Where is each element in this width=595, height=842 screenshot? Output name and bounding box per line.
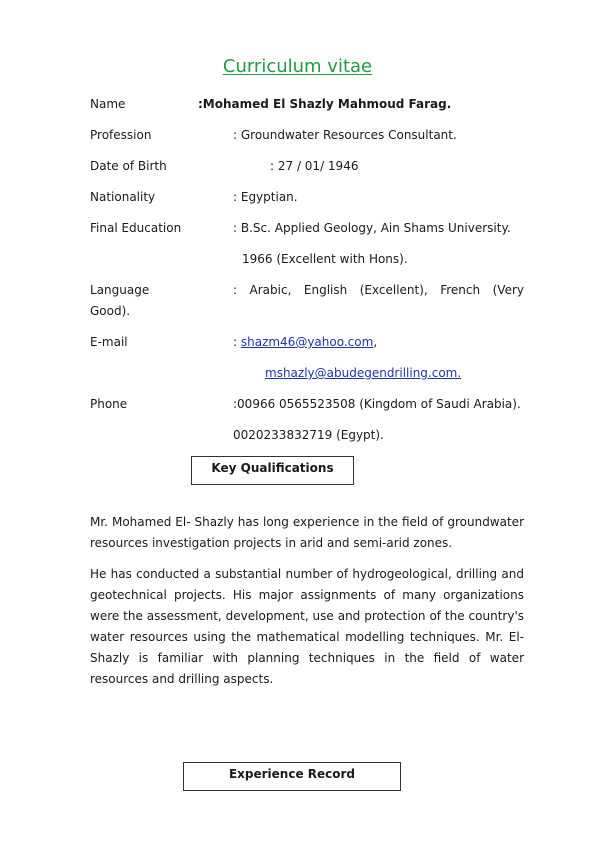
language-value-continued: Good). (90, 304, 131, 318)
email-prefix: : (233, 335, 241, 349)
key-qualifications-heading: Key Qualifications (191, 456, 354, 485)
email-link-abudegen[interactable]: mshazly@abudegendrilling.com. (265, 366, 462, 380)
qualifications-paragraph-1: Mr. Mohamed El- Shazly has long experience in the field of groundwater resources investigation projects in arid and semi-arid zones. (90, 515, 524, 550)
phone-egypt: 0020233832719 (Egypt). (233, 428, 384, 442)
name-label: Name (90, 97, 126, 111)
education-value: : B.Sc. Applied Geology, Ain Shams University. (233, 221, 511, 235)
education-year: 1966 (Excellent with Hons). (242, 252, 408, 266)
dob-label: Date of Birth (90, 159, 167, 173)
qualifications-paragraph-2: He has conducted a substantial number of hydrogeological, drilling and geotechnical projects. His major assignments of many organizations were the assessment, development, use and protection of the country's water resources using the mathematical modelling techniques. Mr. El-Shazly is familiar with planning techniques in the field of water resources and drilling aspects. (90, 567, 524, 686)
language-label: Language (90, 283, 150, 297)
education-label: Final Education (90, 221, 182, 235)
nationality-value: : Egyptian. (233, 190, 298, 204)
profession-value: : Groundwater Resources Consultant. (233, 128, 457, 142)
profession-label: Profession (90, 128, 152, 142)
email-separator: , (373, 335, 378, 349)
phone-label: Phone (90, 397, 128, 411)
language-value: : Arabic, English (Excellent), French (Very (233, 283, 524, 297)
document-title: Curriculum vitae (222, 56, 373, 77)
email-link-yahoo[interactable]: shazm46@yahoo.com (240, 335, 374, 349)
name-value: :Mohamed El Shazly Mahmoud Farag. (198, 97, 452, 111)
experience-record-heading: Experience Record (183, 762, 401, 791)
email-line-1 (233, 335, 377, 350)
nationality-label: Nationality (90, 190, 156, 204)
dob-value: : 27 / 01/ 1946 (270, 159, 359, 173)
email-label: E-mail (90, 335, 128, 349)
email-line-2 (265, 366, 461, 381)
phone-saudi: :00966 0565523508 (Kingdom of Saudi Arabia). (233, 397, 521, 411)
